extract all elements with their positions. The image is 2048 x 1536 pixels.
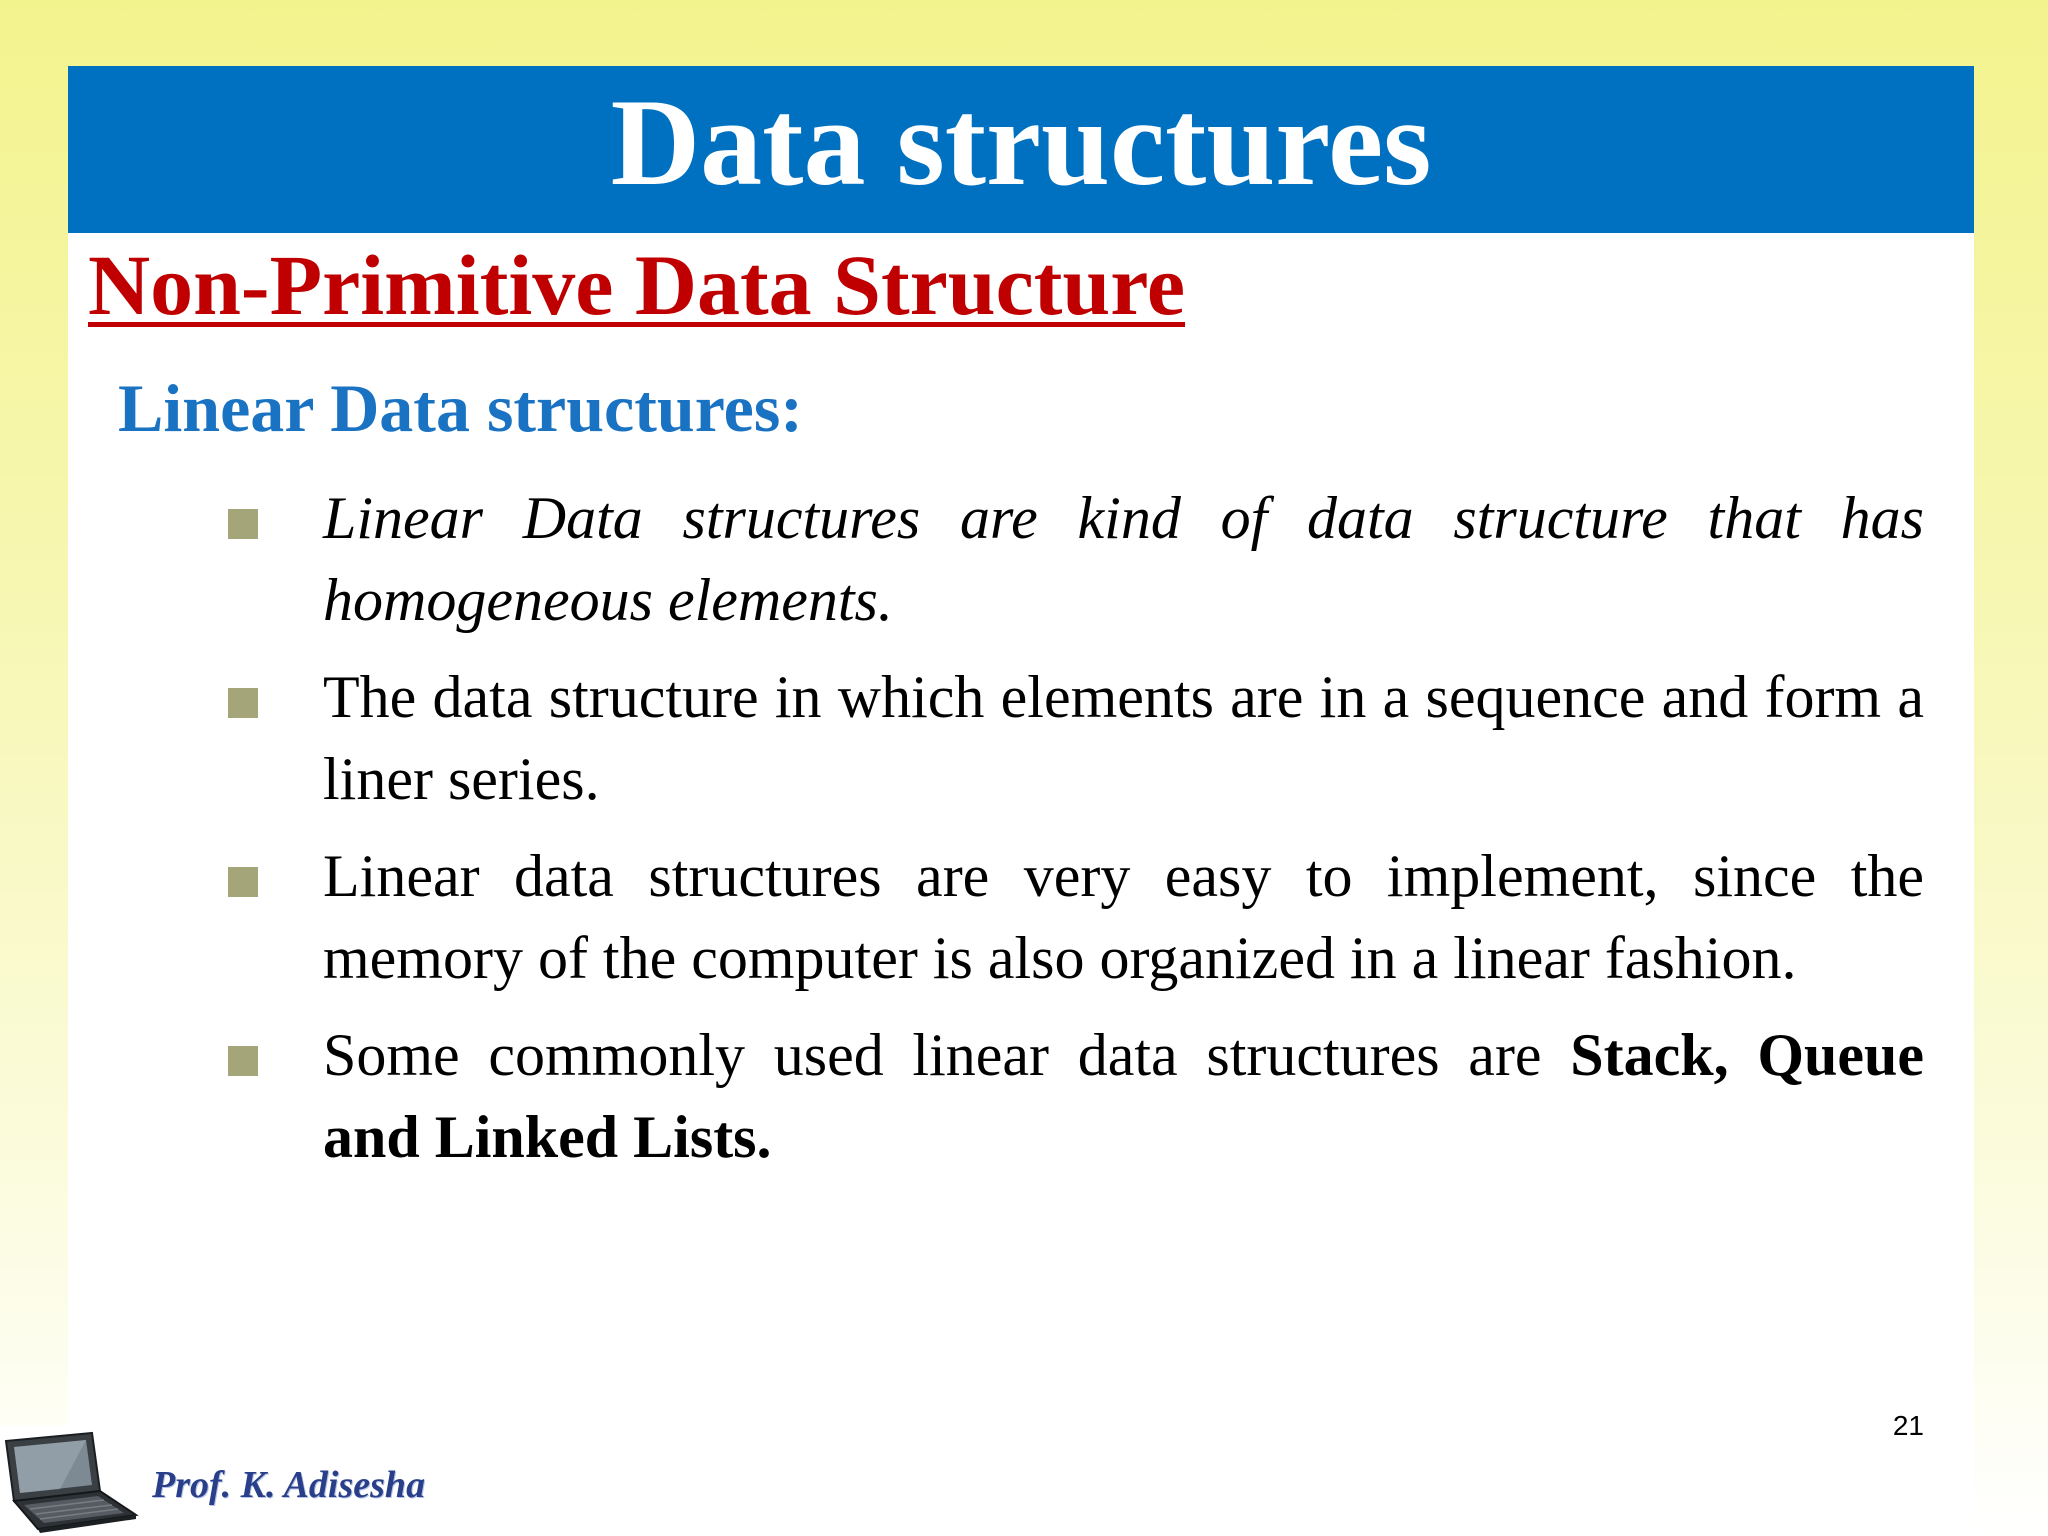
square-bullet-icon [228,509,258,539]
slide-title: Data structures [610,73,1432,211]
square-bullet-icon [228,867,258,897]
bullet-item [228,1014,1924,1178]
square-bullet-icon [228,1046,258,1076]
bullet-item [228,477,1924,641]
bullet-item [228,835,1924,999]
sub-heading: Linear Data structures: [118,370,803,446]
bullet-text-plain: Some commonly used linear data structures are [323,1022,1571,1088]
author-name: Prof. K. Adisesha [152,1464,426,1506]
title-bar [68,66,1974,233]
footer-brand [0,1425,445,1536]
bullet-text-bold: Stack, Queue and Linked Lists. [323,1022,1924,1170]
bullet-item [228,656,1924,820]
bullet-text [323,1014,1924,1178]
bullet-text: Linear data structures are very easy to implement, since the memory of the computer is also organized in a linear fashion. [323,843,1924,991]
section-heading: Non-Primitive Data Structure [88,237,1186,333]
square-bullet-icon [228,688,258,718]
page-number: 21 [1892,1410,1924,1441]
bullet-text: Linear Data structures are kind of data structure that has homogeneous elements. [323,485,1924,633]
laptop-icon [0,1429,140,1533]
bullet-list [228,477,1924,1193]
bullet-text: The data structure in which elements are in a sequence and form a liner series. [323,664,1924,812]
